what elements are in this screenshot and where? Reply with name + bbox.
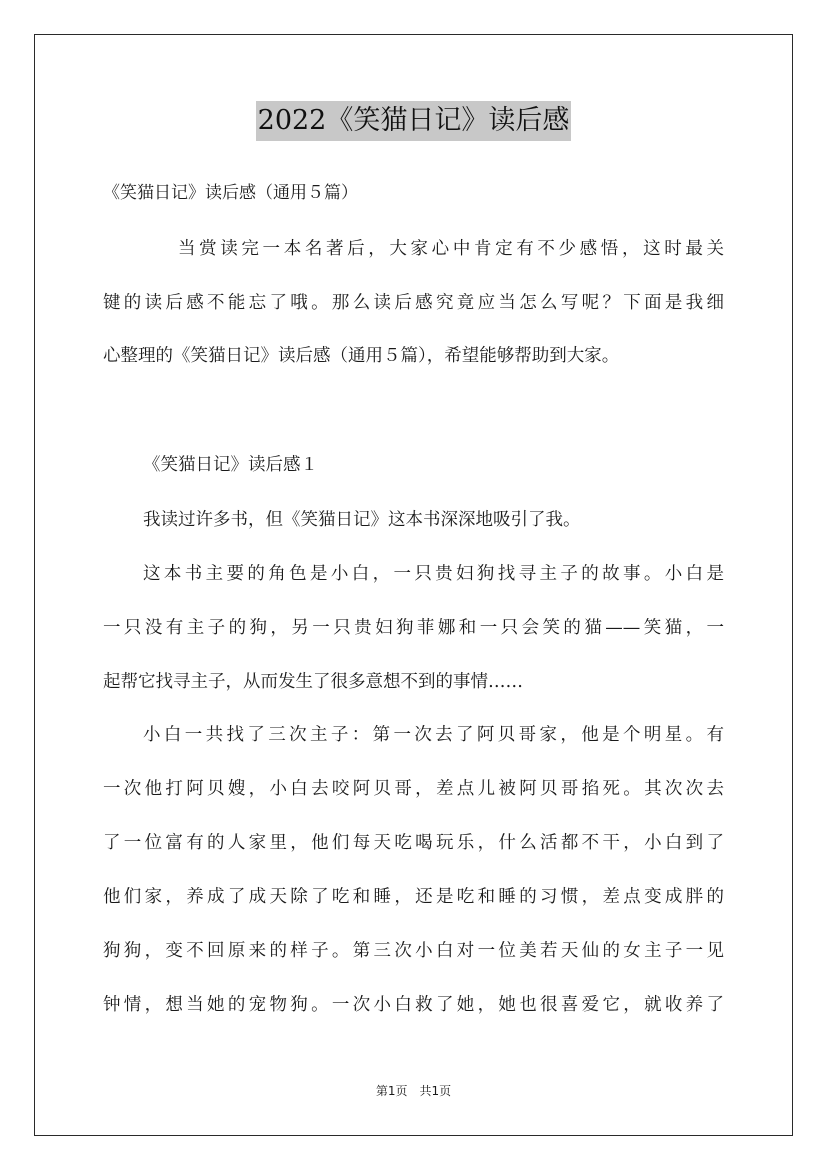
paragraph-line: 他们家，养成了成天除了吃和睡，还是吃和睡的习惯，差点变成胖的 — [103, 887, 724, 907]
paragraph-line: 一次他打阿贝嫂，小白去咬阿贝哥，差点儿被阿贝哥掐死。其次次去 — [103, 779, 724, 799]
intro-line: 键的读后感不能忘了哦。那么读后感究竟应当怎么写呢？下面是我细 — [103, 293, 724, 313]
paragraph-line: 了一位富有的人家里，他们每天吃喝玩乐，什么活都不干，小白到了 — [103, 833, 724, 853]
intro-line: 心整理的《笑猫日记》读后感（通用５篇），希望能够帮助到大家。 — [103, 346, 620, 366]
paragraph-line: 我读过许多书，但《笑猫日记》这本书深深地吸引了我。 — [143, 510, 581, 530]
paragraph-line: 一只没有主子的狗，另一只贵妇狗菲娜和一只会笑的猫——笑猫，一 — [103, 618, 724, 638]
paragraph-line: 小白一共找了三次主子：第一次去了阿贝哥家，他是个明星。有 — [143, 725, 724, 745]
page-footer: 第1页 共1页 — [375, 1084, 452, 1098]
document-subtitle: 《笑猫日记》读后感（通用５篇） — [103, 183, 358, 203]
paragraph-line: 钟情，想当她的宠物狗。一次小白救了她，她也很喜爱它，就收养了 — [103, 995, 724, 1015]
title-wrap — [0, 101, 827, 141]
paragraph-line: 这本书主要的角色是小白，一只贵妇狗找寻主子的故事。小白是 — [143, 564, 724, 584]
paragraph-line: 狗狗，变不回原来的样子。第三次小白对一位美若天仙的女主子一见 — [103, 941, 724, 961]
paragraph-line: 起帮它找寻主子，从而发生了很多意想不到的事情…… — [103, 672, 523, 692]
document-title: 2022《笑猫日记》读后感 — [256, 101, 572, 141]
section-heading: 《笑猫日记》读后感１ — [143, 455, 318, 475]
intro-line: 当赏读完一本名著后，大家心中肯定有不少感悟，这时最关 — [178, 239, 724, 259]
